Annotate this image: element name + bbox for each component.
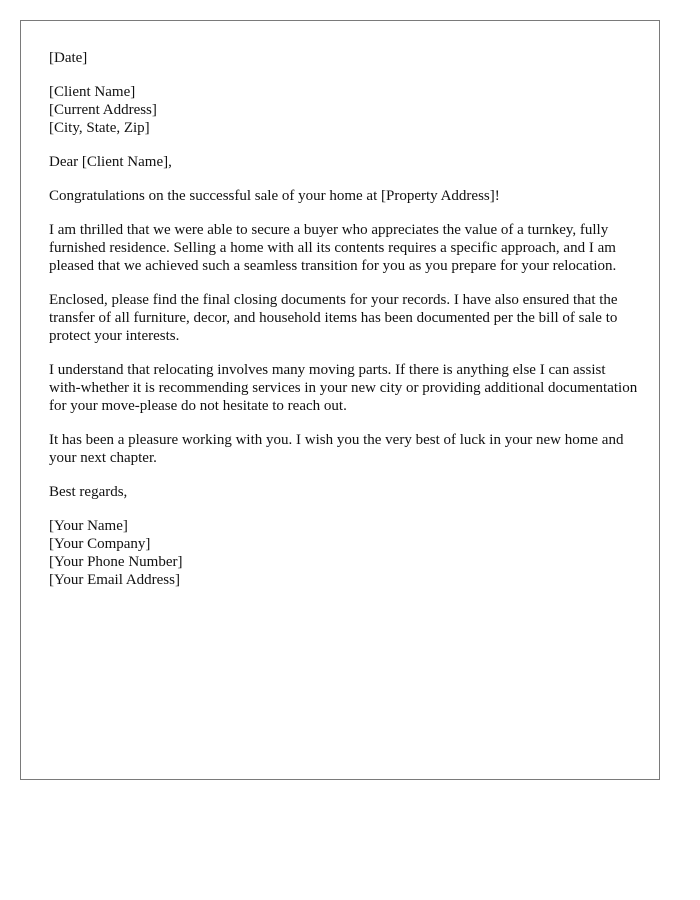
recipient-address: [Current Address] (49, 102, 157, 118)
recipient-city-state-zip: [City, State, Zip] (49, 120, 150, 136)
letter-page (20, 20, 660, 780)
signature-company: [Your Company] (49, 536, 151, 552)
recipient-address-block (49, 83, 639, 137)
date-block (49, 49, 639, 67)
signature-name: [Your Name] (49, 518, 128, 534)
closing: Best regards, (49, 484, 128, 500)
paragraph-buyer: I am thrilled that we were able to secure a buyer who appreciates the value of a turnkey, fully furnished residence. Selling a home with all its contents requires a specific approach, and I am pleased that we achieved such a seamless transition for you as you prepare for your relocation. (49, 222, 617, 274)
signature-email: [Your Email Address] (49, 572, 180, 588)
signature-block (49, 517, 639, 589)
paragraph-enclosed-documents: Enclosed, please find the final closing documents for your records. I have also ensured that the transfer of all furniture, decor, and household items has been documented per the bill of sale to protect your interests. (49, 292, 618, 344)
recipient-name: [Client Name] (49, 84, 136, 100)
signature-phone: [Your Phone Number] (49, 554, 183, 570)
salutation: Dear [Client Name], (49, 154, 172, 170)
paragraph-farewell: It has been a pleasure working with you. I wish you the very best of luck in your new home and your next chapter. (49, 432, 624, 466)
paragraph-relocation-assistance: I understand that relocating involves many moving parts. If there is anything else I can assist with-whether it is recommending services in your new city or providing additional documentation for your move-please do not hesitate to reach out. (49, 362, 638, 414)
letter-body (49, 49, 639, 605)
paragraph-congratulations: Congratulations on the successful sale of your home at [Property Address]! (49, 188, 500, 204)
letter-date: [Date] (49, 50, 88, 66)
